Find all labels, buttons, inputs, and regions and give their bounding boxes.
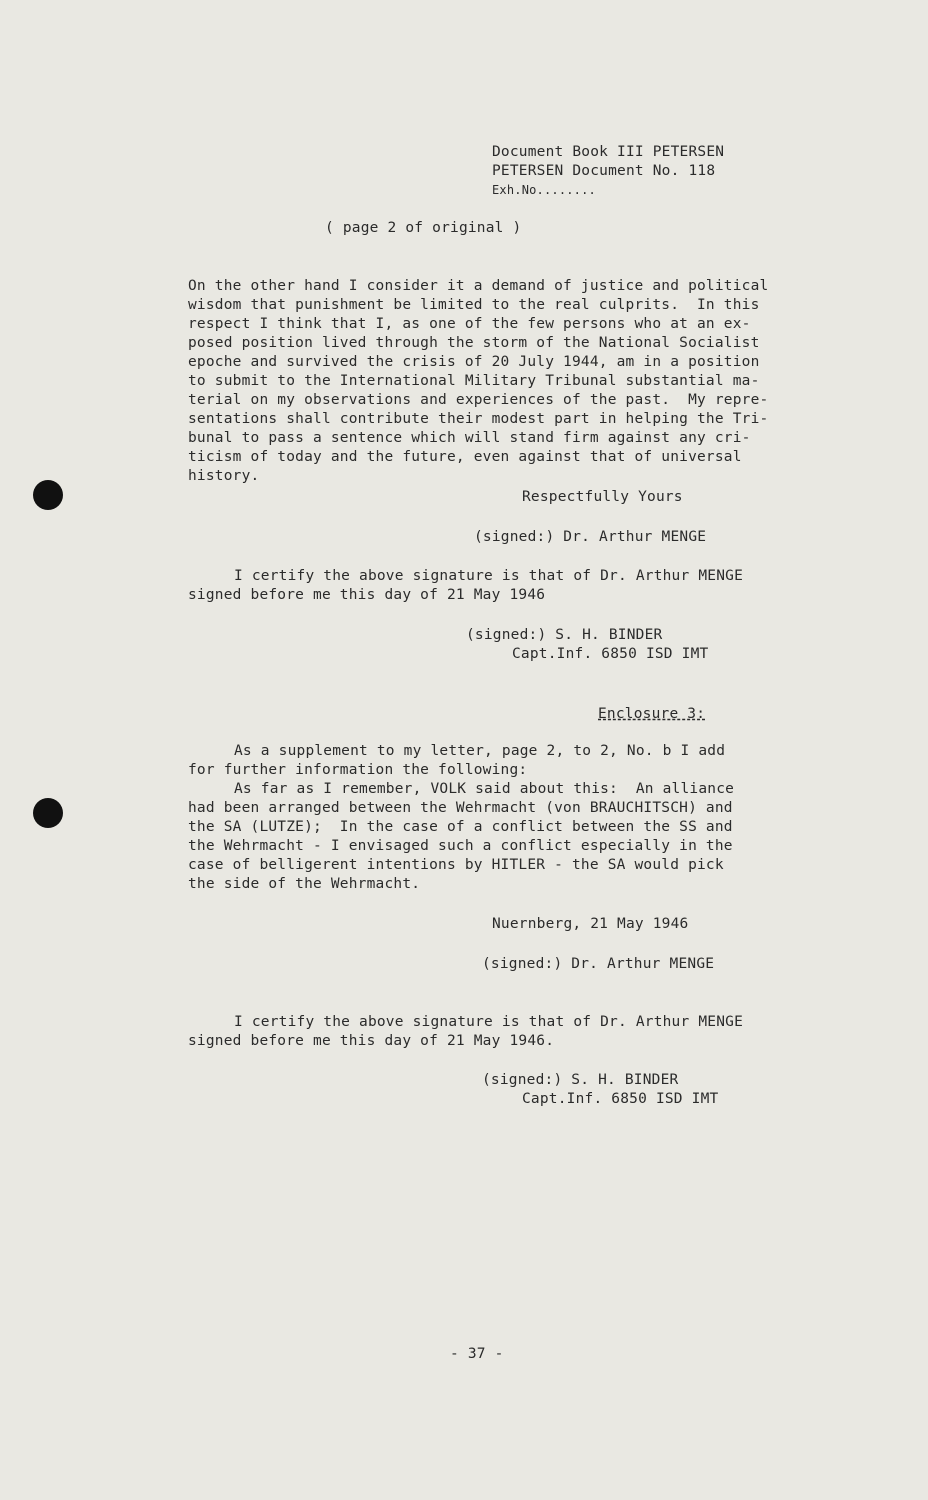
signature-menge-2: (signed:) Dr. Arthur MENGE [482, 956, 715, 972]
binder-rank-line: Capt.Inf. 6850 ISD IMT [522, 1091, 719, 1107]
enclosure-line: the side of the Wehrmacht. [188, 876, 421, 892]
closing-line: Respectfully Yours [522, 489, 683, 505]
body-line: history. [188, 468, 260, 484]
binder-rank-line: Capt.Inf. 6850 ISD IMT [512, 646, 709, 662]
punch-hole-top [33, 480, 63, 510]
body-line: to submit to the International Military Tribunal substantial ma- [188, 373, 760, 389]
certify-line: signed before me this day of 21 May 1946 [188, 587, 546, 603]
enclosure-line: As a supplement to my letter, page 2, to 2, No. b I add [234, 743, 726, 759]
enclosure-line: the SA (LUTZE); In the case of a conflict between the SS and [188, 819, 733, 835]
body-line: sentations shall contribute their modest part in helping the Tri- [188, 411, 769, 427]
enclosure-line: case of belligerent intentions by HITLER - the SA would pick [188, 857, 724, 873]
enclosure-line: As far as I remember, VOLK said about this: An alliance [234, 781, 735, 797]
enclosure-line: for further information the following: [188, 762, 528, 778]
body-line: wisdom that punishment be limited to the real culprits. In this [188, 297, 760, 313]
header-document-line: PETERSEN Document No. 118 [492, 163, 716, 179]
certify-line: I certify the above signature is that of Dr. Arthur MENGE [234, 1014, 743, 1030]
enclosure-title: Enclosure 3: [598, 706, 706, 722]
page-number: - 37 - [450, 1346, 504, 1362]
signature-menge-1: (signed:) Dr. Arthur MENGE [474, 529, 707, 545]
body-line: bunal to pass a sentence which will stand firm against any cri- [188, 430, 751, 446]
body-line: posed position lived through the storm of the National Socialist [188, 335, 760, 351]
enclosure-line: the Wehrmacht - I envisaged such a conflict especially in the [188, 838, 733, 854]
page-note: ( page 2 of original ) [325, 220, 522, 236]
body-line: On the other hand I consider it a demand of justice and political [188, 278, 769, 294]
body-line: epoche and survived the crisis of 20 July 1944, am in a position [188, 354, 760, 370]
binder-signed-line: (signed:) S. H. BINDER [466, 627, 663, 643]
header-exhibit-line: Exh.No........ [492, 183, 596, 197]
enclosure-line: had been arranged between the Wehrmacht (von BRAUCHITSCH) and [188, 800, 733, 816]
body-line: ticism of today and the future, even against that of universal [188, 449, 742, 465]
certify-line: signed before me this day of 21 May 1946. [188, 1033, 555, 1049]
header-book-line: Document Book III PETERSEN [492, 144, 725, 160]
binder-signed-line: (signed:) S. H. BINDER [482, 1072, 679, 1088]
place-date: Nuernberg, 21 May 1946 [492, 916, 689, 932]
punch-hole-bottom [33, 798, 63, 828]
body-line: respect I think that I, as one of the few persons who at an ex- [188, 316, 751, 332]
body-line: terial on my observations and experiences of the past. My repre- [188, 392, 769, 408]
certify-line: I certify the above signature is that of Dr. Arthur MENGE [234, 568, 743, 584]
